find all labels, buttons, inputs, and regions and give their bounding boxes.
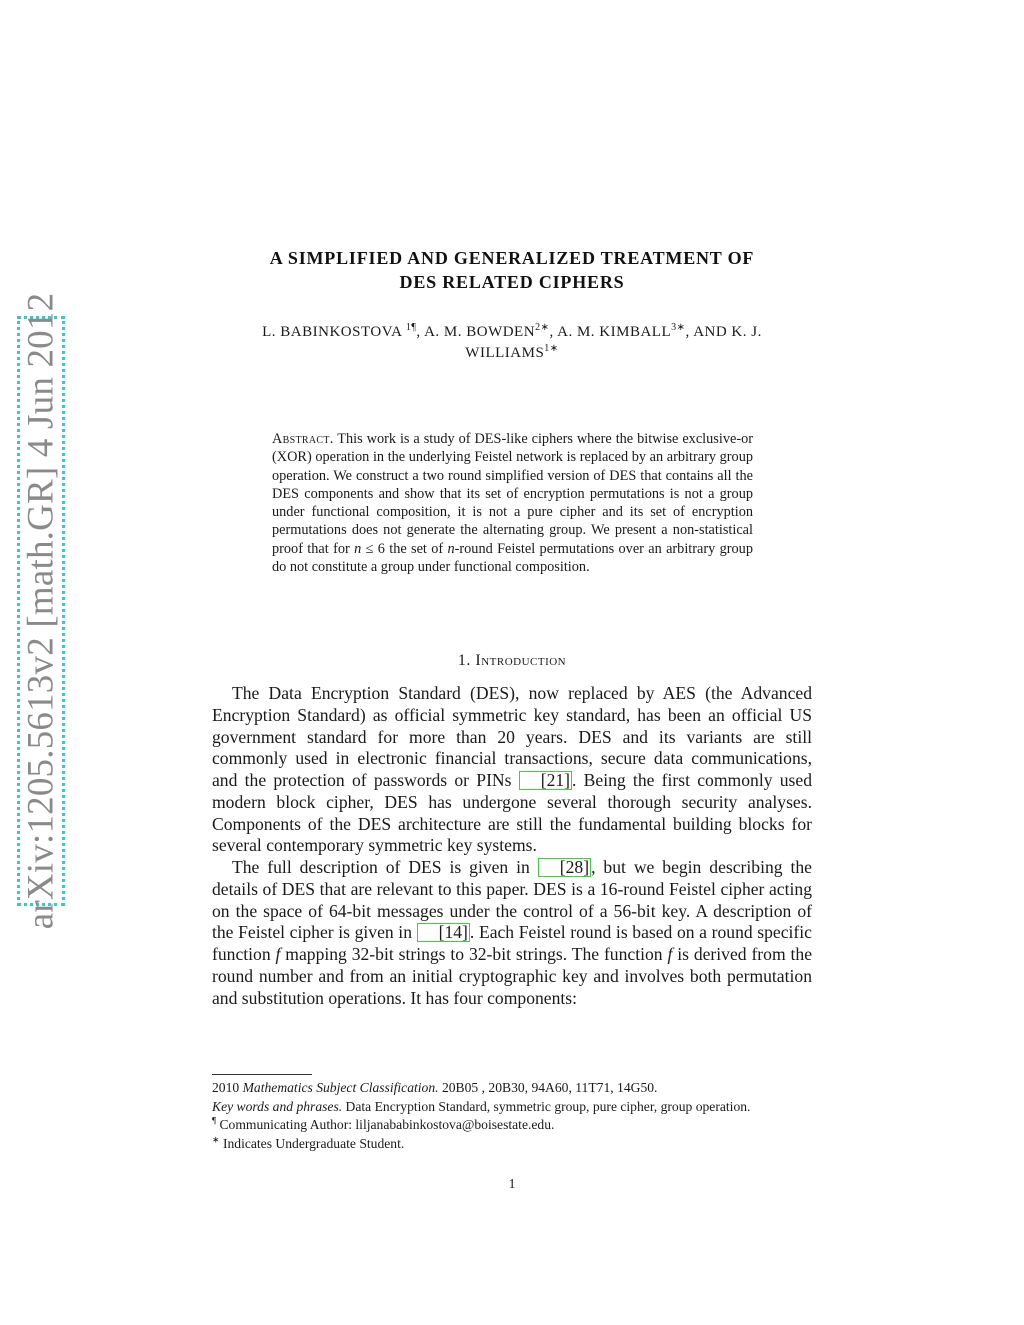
paper-title — [180, 246, 844, 294]
section-title: Introduction — [475, 652, 567, 669]
author-name: L. BABINKOSTOVA — [262, 324, 406, 340]
abstract-text: the set of — [384, 540, 448, 557]
authors-line-1 — [200, 322, 824, 343]
author-name: , A. M. BOWDEN — [416, 324, 536, 340]
math-variable: n — [447, 540, 455, 557]
footnote-label: Mathematics Subject Classification. — [242, 1080, 439, 1095]
author-list — [200, 322, 824, 364]
citation-link[interactable]: [21] — [519, 771, 572, 790]
paragraph-text: . Being the first commonly used modern block cipher, DES has undergone several thorough security analyses. Components of the DES architecture are still the fundamental building blocks for several contemporary symmetric key systems. — [212, 770, 812, 856]
citation-link[interactable]: [14] — [417, 923, 470, 942]
author-mark: 3∗ — [671, 322, 686, 333]
paragraph-text: mapping 32-bit strings to 32-bit strings. The function — [280, 944, 668, 964]
paragraph-text: The full description of DES is given in — [232, 857, 538, 877]
math-variable: f — [667, 944, 673, 964]
citation-link[interactable]: [28] — [538, 858, 591, 877]
paragraph — [212, 683, 812, 857]
author-mark: 1∗ — [544, 343, 559, 354]
footnote-label: Key words and phrases. — [212, 1098, 343, 1114]
paragraph-text: , but we begin describing the details of DES that are relevant to this paper. DES is a 16-round Feistel cipher acting on the space of 64-bit messages under the control of a 56-bit key. A description of the Feistel cipher is given in — [212, 857, 812, 943]
authors-line-2 — [200, 343, 824, 364]
page-number: 1 — [508, 1176, 516, 1191]
introduction-body — [212, 683, 812, 1009]
footnote-text: 20B05 , 20B30, 94A60, 11T71, 14G50. — [438, 1080, 658, 1095]
title-line-1: A SIMPLIFIED AND GENERALIZED TREATMENT OF — [269, 248, 755, 268]
footnote-divider — [212, 1074, 312, 1075]
arxiv-stamp — [17, 292, 65, 930]
section-number: 1. — [457, 652, 471, 669]
title-line-2: DES RELATED CIPHERS — [399, 272, 625, 292]
abstract-text: This work is a study of DES-like ciphers where the bitwise exclusive-or (XOR) operation in the underlying Feistel network is replaced by an arbitrary group operation. We construct a two round simplified version of DES that contains all the DES components and show that its set of encryption permutations is not a group under functional composition, it is not a pure cipher and its set of encryption permutations does not generate the alternating group. We present a non-statistical proof that for — [272, 431, 753, 557]
paragraph-text: is derived from the round number and from an initial cryptographic key and involves both permutation and substitution operations. It has four components: — [212, 944, 813, 1008]
author-name: , A. M. KIMBALL — [549, 324, 672, 340]
arxiv-identifier: arXiv:1205.5613v2 [math.GR] 4 Jun 2012 — [20, 292, 62, 930]
math-variable: f — [275, 944, 281, 964]
author-mark: 1¶ — [405, 322, 417, 333]
footnote-mark: ¶ — [212, 1115, 217, 1126]
footnote-text: Data Encryption Standard, symmetric group, pure cipher, group operation. — [342, 1098, 751, 1114]
footnote-mark: ∗ — [212, 1133, 220, 1144]
author-name: WILLIAMS — [465, 345, 545, 361]
section-heading — [212, 652, 812, 670]
footnote-undergraduate — [212, 1135, 812, 1154]
footnotes — [212, 1079, 812, 1153]
author-mark: 2∗ — [535, 322, 550, 333]
abstract-text: -round Feistel permutations over an arbitrary group do not constitute a group under functional composition. — [272, 540, 753, 576]
author-name: , AND K. J. — [685, 324, 762, 340]
math-relation: ≤ 6 — [361, 540, 385, 557]
footnote-keywords — [212, 1098, 812, 1117]
footnote-text: Communicating Author: liljanababinkostova@boisestate.edu. — [216, 1117, 555, 1132]
paragraph-text: . Each Feistel round is based on a round specific function — [212, 922, 812, 964]
abstract — [272, 430, 753, 576]
footnote-text: Indicates Undergraduate Student. — [219, 1135, 405, 1151]
abstract-label: Abstract. — [272, 431, 334, 447]
footnote-text: 2010 — [212, 1080, 243, 1095]
footnote-corresponding — [212, 1116, 812, 1135]
footnote-msc — [212, 1079, 812, 1098]
paragraph — [212, 857, 812, 1009]
math-variable: n — [354, 540, 362, 557]
paragraph-text: The Data Encryption Standard (DES), now replaced by AES (the Advanced Encryption Standard) as official symmetric key standard, has been an official US government standard for more than 20 years. DES and its variants are still commonly used in electronic financial transactions, secure data communications, and the protection of passwords or PINs — [212, 683, 812, 790]
